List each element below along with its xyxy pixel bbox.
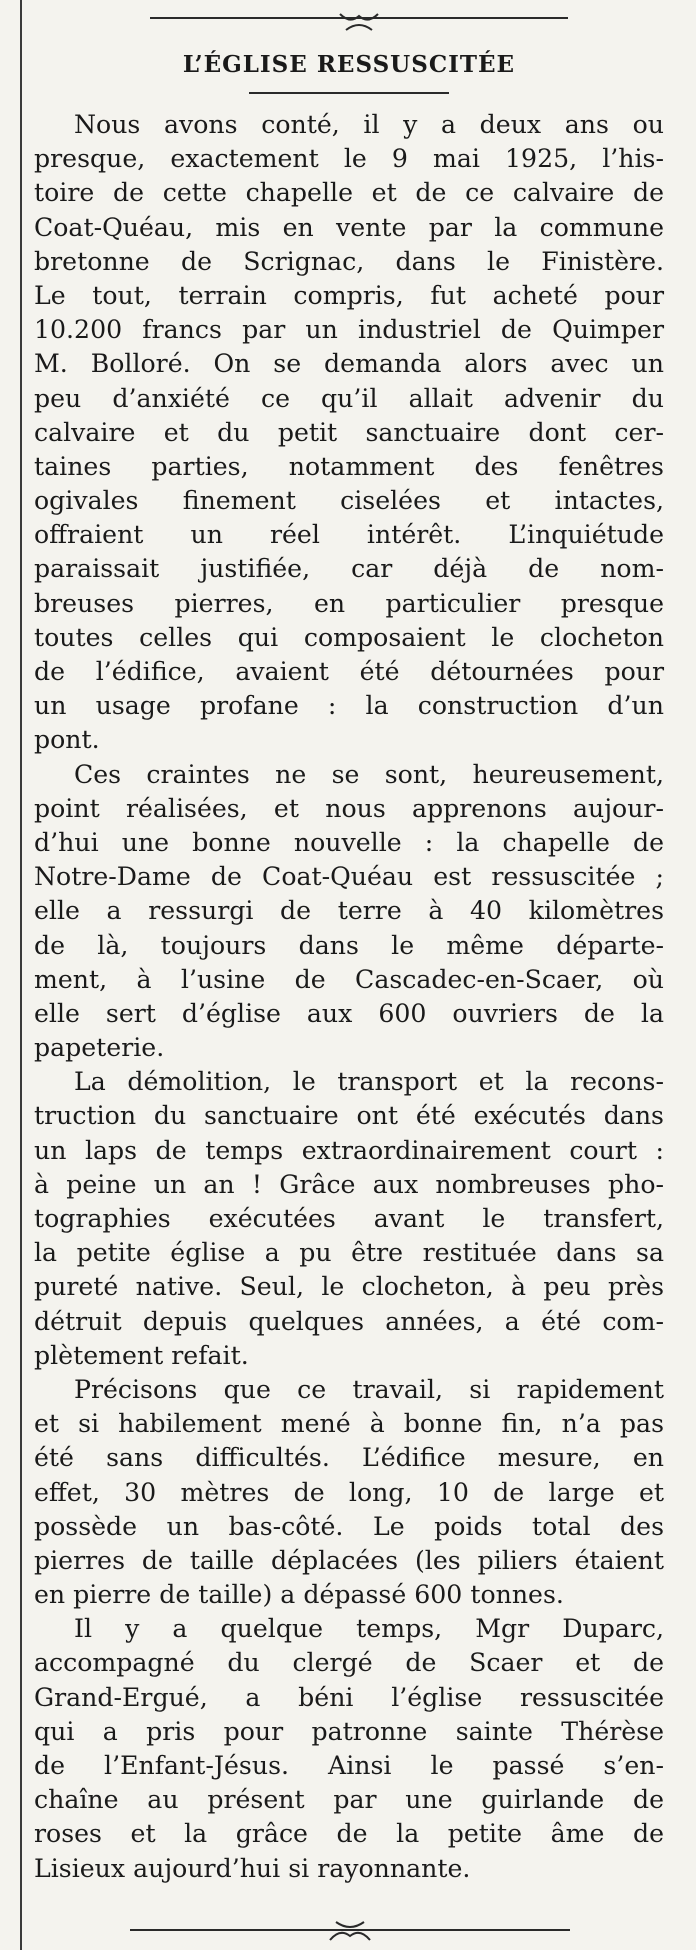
text-line: Il y a quelque temps, Mgr Duparc,	[74, 1614, 664, 1644]
text-line: un usage profane : la construction d’un	[34, 691, 664, 721]
text-line: et si habilement mené à bonne fin, n’a pas	[34, 1409, 664, 1439]
text-line: truction du sanctuaire ont été exécutés dans	[34, 1101, 664, 1131]
text-line: à peine un an ! Grâce aux nombreuses pho-	[34, 1169, 664, 1199]
column-rule	[20, 0, 22, 1950]
paragraph	[34, 108, 664, 758]
top-ornament-rule	[150, 10, 568, 34]
text-line: roses et la grâce de la petite âme de	[34, 1819, 664, 1849]
text-line: détruit depuis quelques années, a été com-	[34, 1306, 664, 1336]
text-line: La démolition, le transport et la recons-	[74, 1067, 664, 1097]
text-line: pierres de taille déplacées (les piliers étaient	[34, 1545, 664, 1575]
text-line: 10.200 francs par un industriel de Quimper	[34, 315, 664, 345]
text-line: possède un bas-côté. Le poids total des	[34, 1511, 664, 1541]
text-line: M. Bolloré. On se demanda alors avec un	[34, 349, 664, 379]
text-line: Grand-Ergué, a béni l’église ressuscitée	[34, 1682, 664, 1712]
text-line: toire de cette chapelle et de ce calvaire de	[34, 178, 664, 208]
title-rule	[249, 92, 449, 94]
paragraph	[34, 1612, 664, 1886]
text-line: la petite église a pu être restituée dans sa	[34, 1238, 664, 1268]
text-line: de là, toujours dans le même départe-	[34, 930, 664, 960]
text-line: calvaire et du petit sanctuaire dont cer-	[34, 417, 664, 447]
text-line: Notre-Dame de Coat-Quéau est ressuscitée ;	[34, 862, 664, 892]
text-line: papeterie.	[34, 1033, 165, 1063]
text-line: Coat-Quéau, mis en vente par la commune	[34, 212, 664, 242]
text-line: taines parties, notamment des fenêtres	[34, 451, 664, 481]
text-line: pont.	[34, 725, 100, 755]
text-line: d’hui une bonne nouvelle : la chapelle de	[34, 827, 664, 857]
text-line: un laps de temps extraordinairement court :	[34, 1135, 664, 1165]
text-line: offraient un réel intérêt. L’inquiétude	[34, 520, 664, 550]
text-line: tographies exécutées avant le transfert,	[34, 1204, 664, 1233]
text-line: pureté native. Seul, le clocheton, à peu près	[34, 1272, 664, 1302]
text-line: ment, à l’usine de Cascadec-en-Scaer, où	[34, 964, 664, 994]
text-line: Le tout, terrain compris, fut acheté pour	[34, 280, 664, 310]
text-line: accompagné du clergé de Scaer et de	[34, 1648, 664, 1678]
text-line: paraissait justifiée, car déjà de nom-	[34, 554, 664, 584]
paragraph	[34, 758, 664, 1066]
text-line: été sans difficultés. L’édifice mesure, en	[34, 1443, 664, 1473]
text-line: chaîne au présent par une guirlande de	[34, 1785, 664, 1815]
text-line: breuses pierres, en particulier presque	[34, 588, 664, 618]
text-line: effet, 30 mètres de long, 10 de large et	[34, 1477, 664, 1507]
paragraph	[34, 1373, 664, 1612]
bottom-ornament-rule	[130, 1918, 570, 1944]
text-line: presque, exactement le 9 mai 1925, l’his-	[34, 144, 664, 174]
text-line: Précisons que ce travail, si rapidement	[74, 1374, 664, 1404]
text-line: Nous avons conté, il y a deux ans ou	[74, 110, 664, 139]
text-line: plètement refait.	[34, 1340, 249, 1370]
text-line: peu d’anxiété ce qu’il allait advenir du	[34, 383, 664, 413]
text-line: elle a ressurgi de terre à 40 kilomètres	[34, 896, 664, 926]
text-line: de l’édifice, avaient été détournées pour	[34, 657, 664, 686]
paragraph	[34, 1065, 664, 1373]
article	[34, 48, 664, 1886]
text-line: qui a pris pour patronne sainte Thérèse	[34, 1716, 664, 1746]
text-line: elle sert d’église aux 600 ouvriers de la	[34, 998, 664, 1028]
text-line: toutes celles qui composaient le clocheton	[34, 622, 664, 652]
text-line: en pierre de taille) a dépassé 600 tonnes.	[34, 1580, 564, 1610]
article-body	[34, 108, 664, 1886]
text-line: Ces craintes ne se sont, heureusement,	[74, 759, 664, 789]
text-line: Lisieux aujourd’hui si rayonnante.	[34, 1853, 471, 1883]
text-line: point réalisées, et nous apprenons aujour-	[34, 793, 664, 823]
text-line: ogivales finement ciselées et intactes,	[34, 486, 664, 516]
article-title: L’ÉGLISE RESSUSCITÉE	[182, 51, 516, 78]
text-line: de l’Enfant-Jésus. Ainsi le passé s’en-	[34, 1751, 664, 1780]
text-line: bretonne de Scrignac, dans le Finistère.	[34, 246, 664, 276]
